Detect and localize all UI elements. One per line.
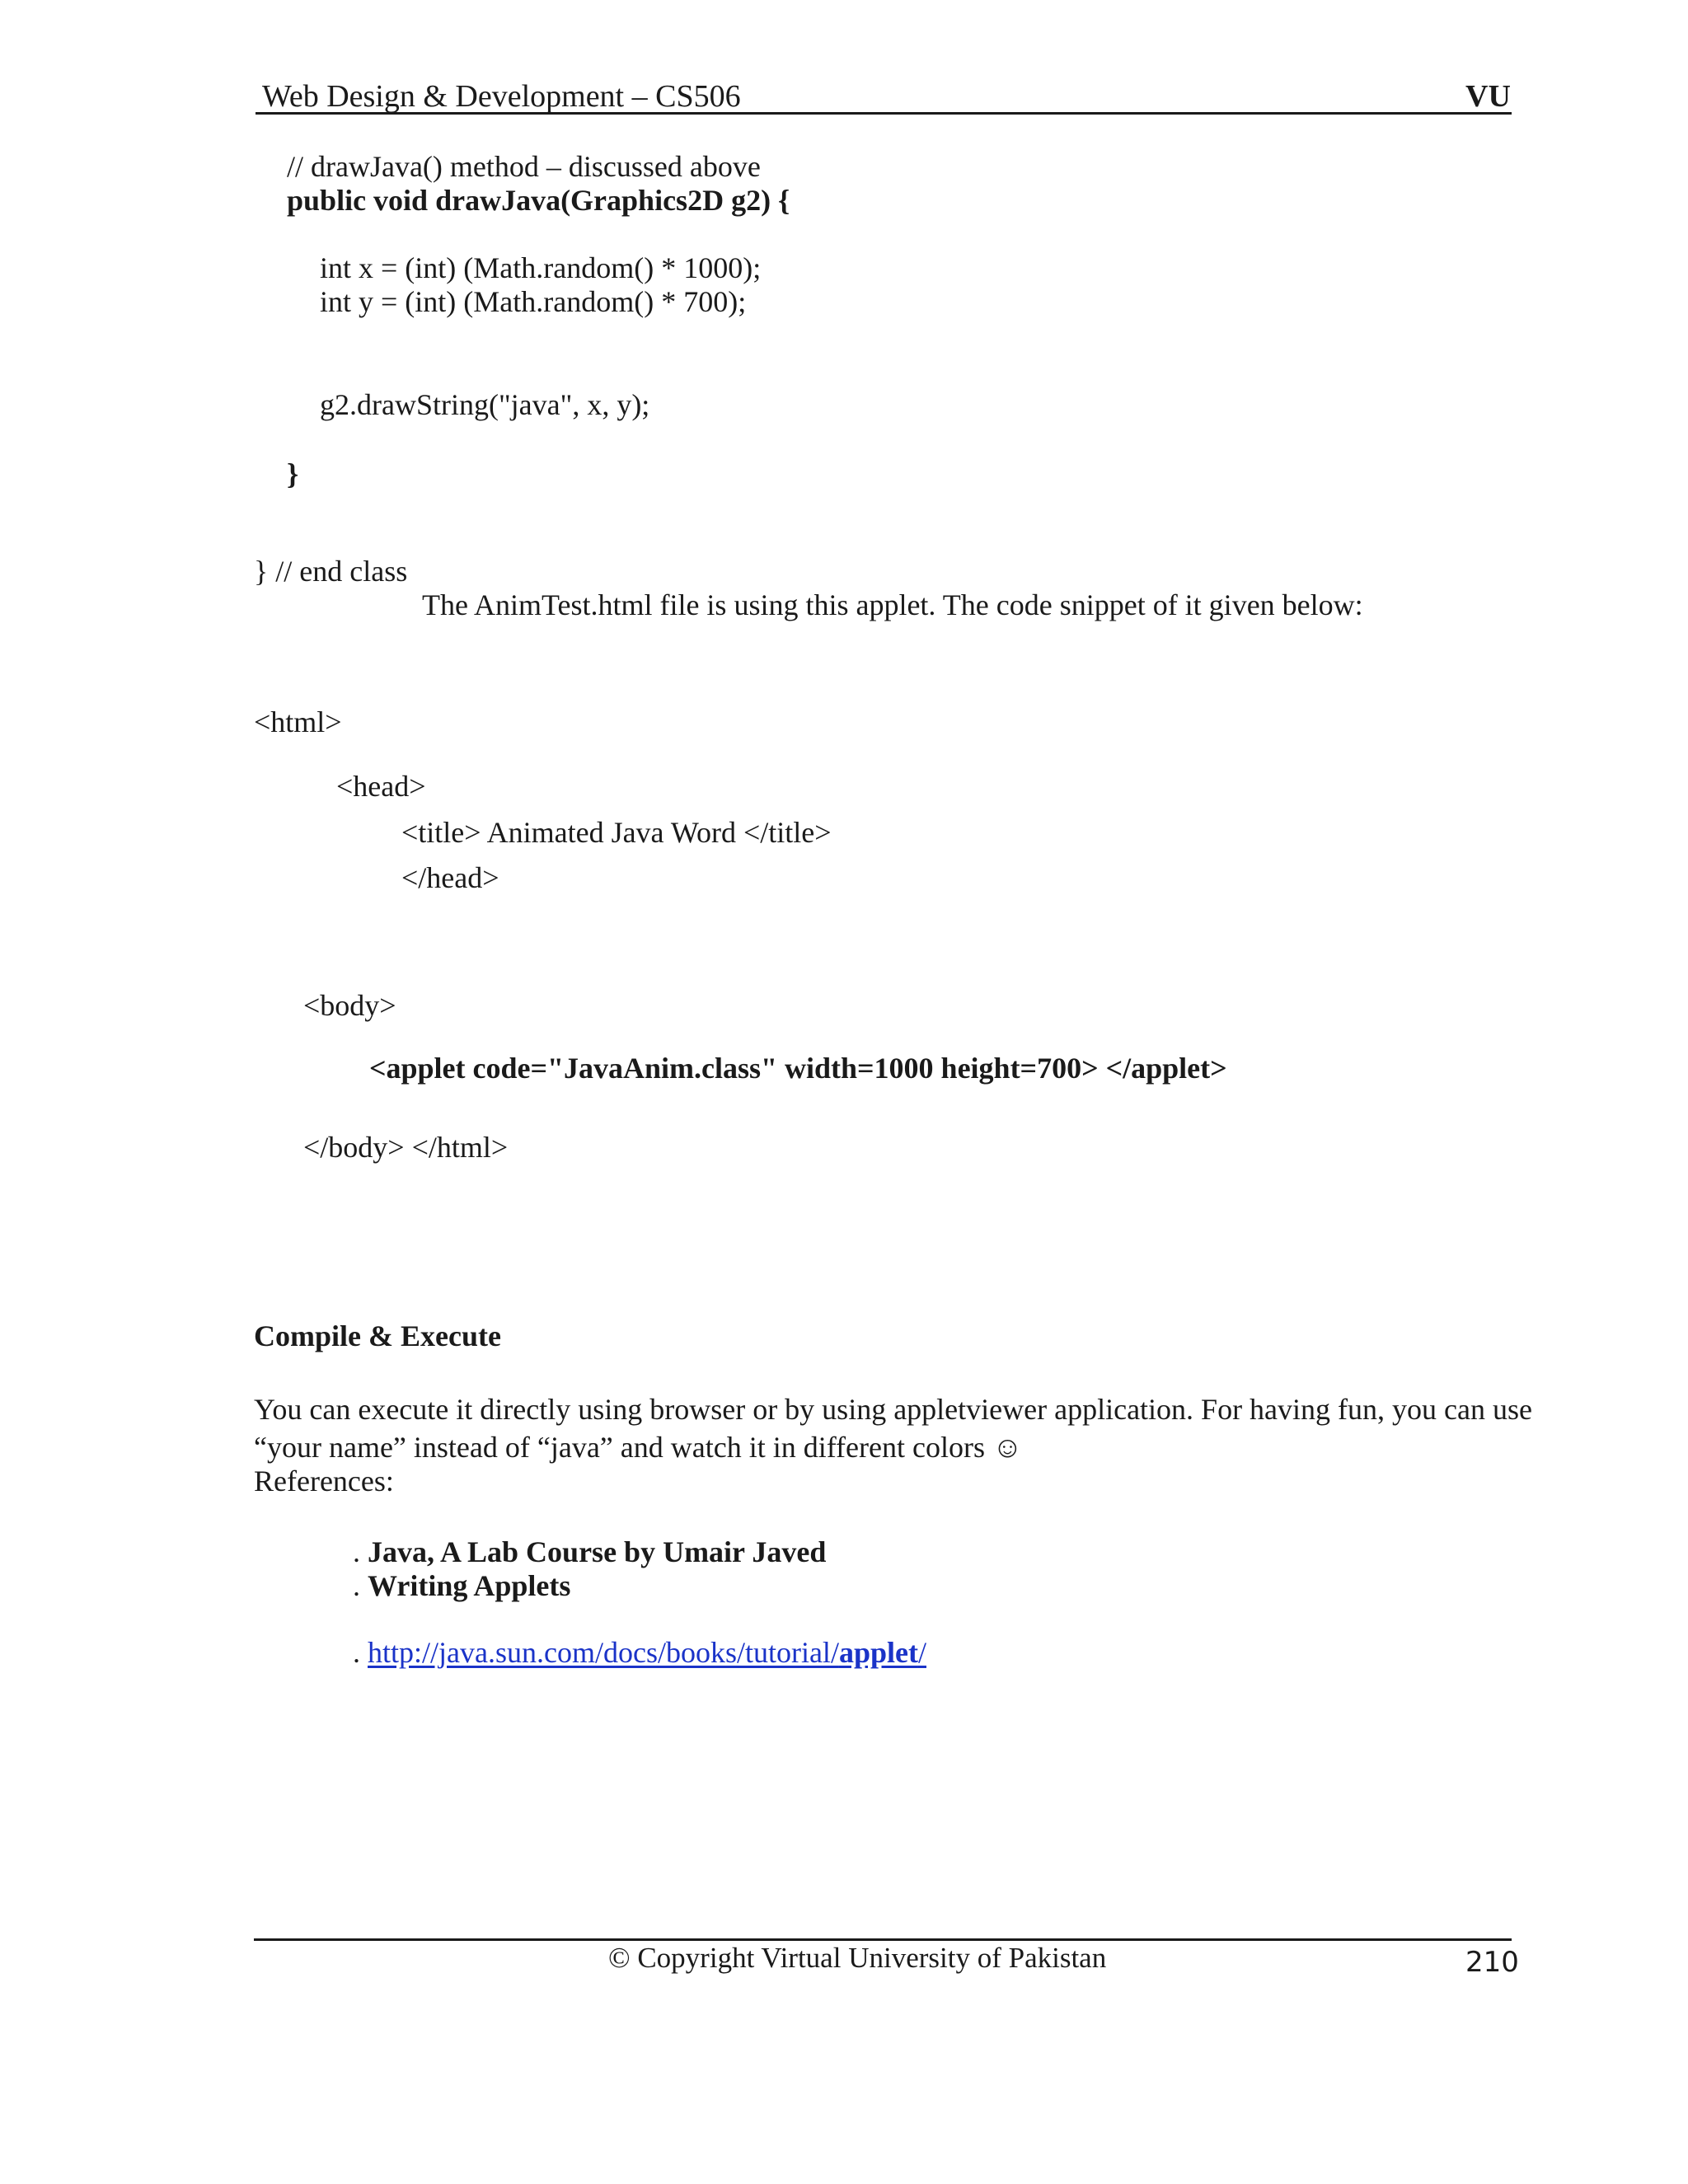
header-course-title: Web Design & Development – CS506 xyxy=(262,79,741,114)
section-paragraph-line1: You can execute it directly using browser or by using appletviewer application. For having fun, you can use xyxy=(254,1393,1532,1426)
section-paragraph-line2: “your name” instead of “java” and watch it in different colors ☺ xyxy=(254,1431,1023,1464)
footer-copyright: © Copyright Virtual University of Pakistan xyxy=(608,1942,1107,1974)
footer-rule xyxy=(254,1938,1512,1941)
references-label: References: xyxy=(254,1465,394,1497)
link-text-prefix[interactable]: http://java.sun.com/docs/books/tutorial/ xyxy=(368,1636,839,1669)
header-rule xyxy=(256,112,1512,115)
code-line-x: int x = (int) (Math.random() * 1000); xyxy=(320,251,762,284)
reference-bullet: . xyxy=(353,1535,368,1568)
code-method-signature: public void drawJava(Graphics2D g2) { xyxy=(287,184,790,217)
code-draw-call: g2.drawString("java", x, y); xyxy=(320,388,650,421)
reference-link-applet-tutorial[interactable] xyxy=(368,1636,926,1669)
reference-title-java-lab-course: Java, A Lab Course by Umair Javed xyxy=(368,1535,827,1568)
head-close-tag: </head> xyxy=(401,861,499,894)
reference-item-2 xyxy=(353,1571,570,1601)
reference-bullet: . xyxy=(353,1636,368,1669)
reference-item-3 xyxy=(353,1638,926,1667)
intro-text: The AnimTest.html file is using this applet. The code snippet of it given below: xyxy=(422,588,1363,621)
body-open-tag: <body> xyxy=(303,989,396,1022)
header-brand: VU xyxy=(1465,79,1511,114)
code-end-class: } // end class xyxy=(254,555,408,588)
link-text-bold[interactable]: applet xyxy=(838,1636,918,1669)
code-line-y: int y = (int) (Math.random() * 700); xyxy=(320,285,747,318)
reference-bullet: . xyxy=(353,1569,368,1602)
body-html-close-tags: </body> </html> xyxy=(303,1131,509,1164)
title-line: <title> Animated Java Word </title> xyxy=(401,816,832,849)
reference-item-1 xyxy=(353,1537,826,1567)
link-text-suffix[interactable]: / xyxy=(917,1636,926,1669)
section-heading: Compile & Execute xyxy=(254,1319,501,1352)
code-comment-line: // drawJava() method – discussed above xyxy=(287,150,761,183)
code-close-method: } xyxy=(287,457,299,490)
footer-page-number: 210 xyxy=(1465,1946,1519,1979)
applet-line: <applet code="JavaAnim.class" width=1000 height=700> </applet> xyxy=(369,1052,1227,1085)
head-open-tag: <head> xyxy=(336,770,426,803)
html-open-tag: <html> xyxy=(254,705,342,738)
reference-title-writing-applets: Writing Applets xyxy=(368,1569,571,1602)
